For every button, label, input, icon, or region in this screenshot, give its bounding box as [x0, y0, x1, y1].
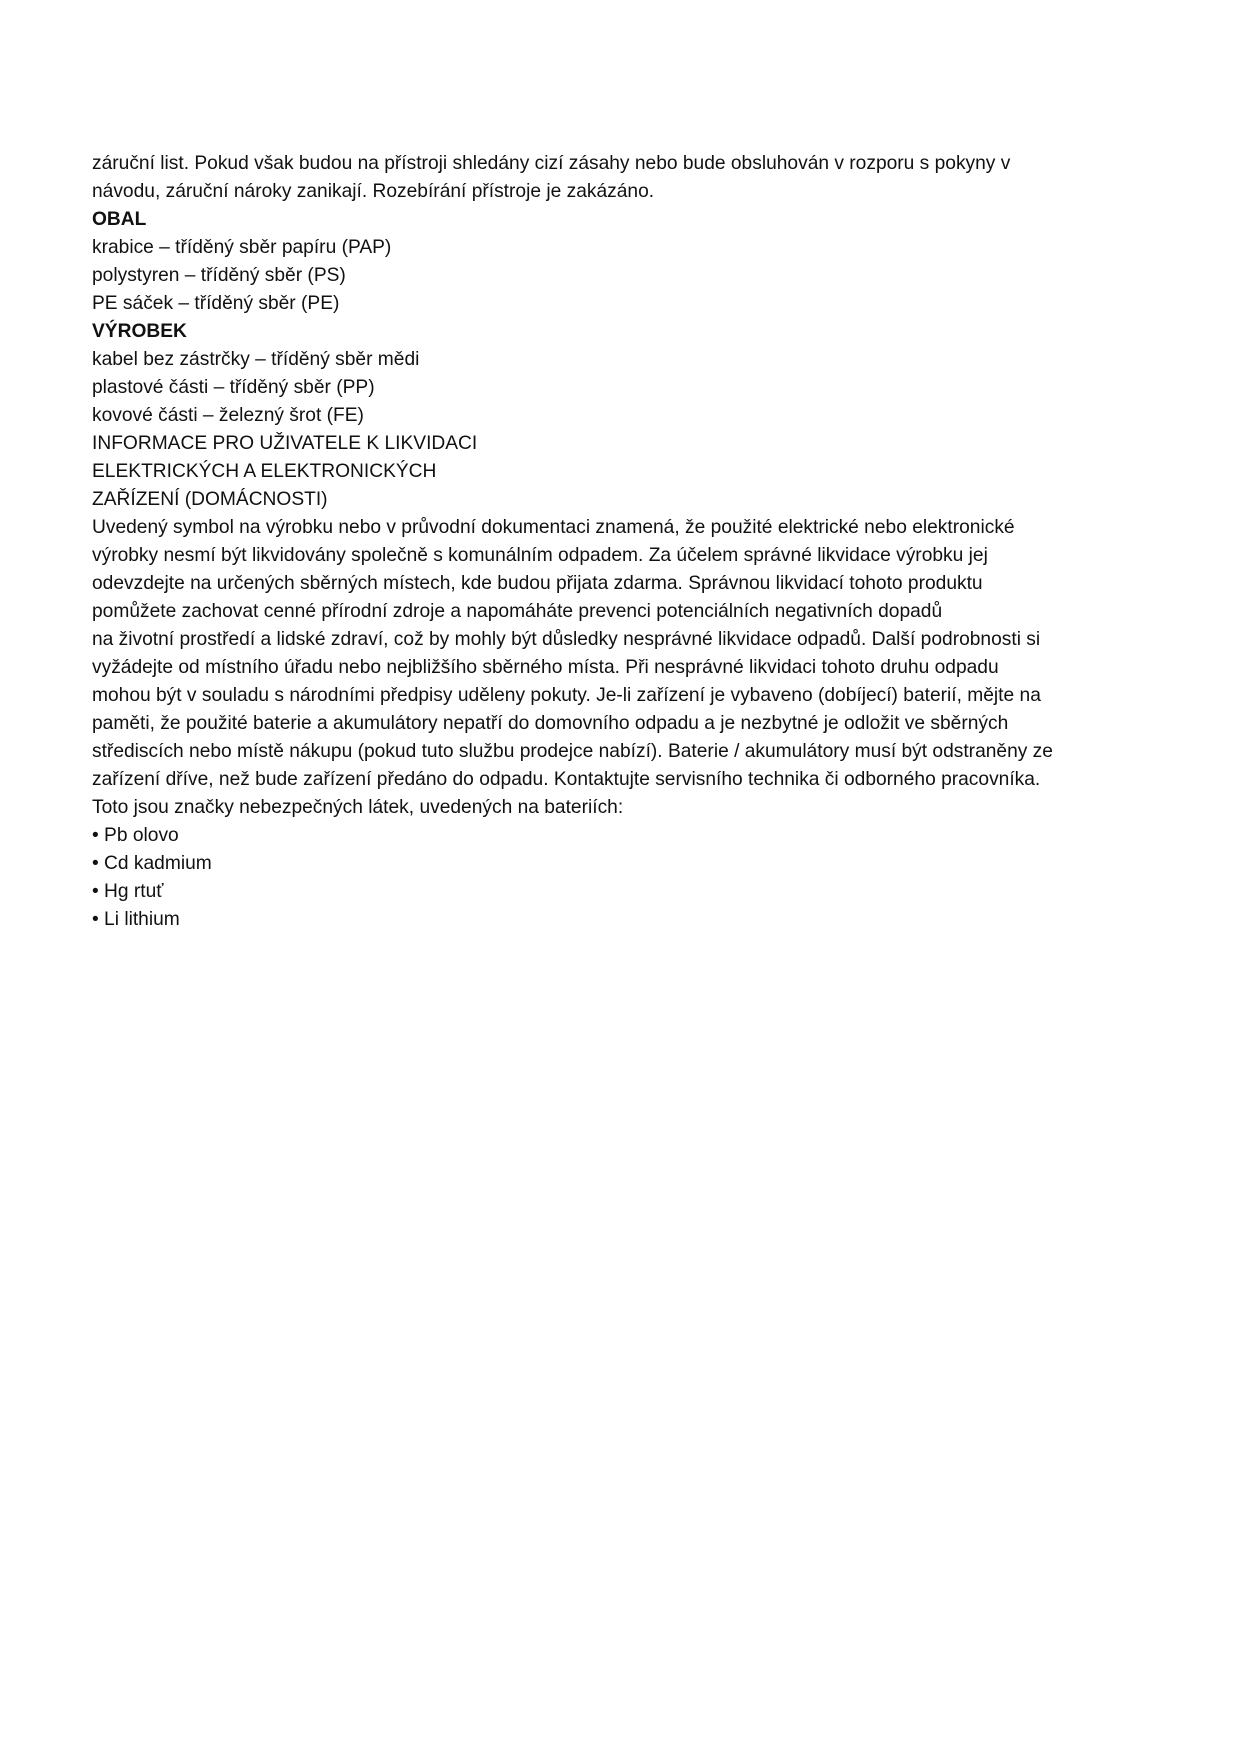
hazard-list-item: • Cd kadmium	[92, 853, 212, 874]
packaging-item: polystyren – tříděný sběr (PS)	[92, 265, 346, 286]
hazard-list-item: • Li lithium	[92, 909, 180, 930]
disposal-body-line: Toto jsou značky nebezpečných látek, uvedených na bateriích:	[92, 797, 624, 818]
disposal-body-line: zařízení dříve, než bude zařízení předáno do odpadu. Kontaktujte servisního technika či odborného pracovníka.	[92, 769, 1041, 790]
disposal-title-line: INFORMACE PRO UŽIVATELE K LIKVIDACI	[92, 433, 478, 454]
disposal-body-line: odevzdejte na určených sběrných místech, kde budou přijata zdarma. Správnou likvidací tohoto produktu	[92, 573, 983, 594]
hazard-list-item: • Hg rtuť	[92, 881, 164, 902]
disposal-body-line: paměti, že použité baterie a akumulátory nepatří do domovního odpadu a je nezbytné je odložit ve sběrných	[92, 713, 1009, 734]
packaging-item: krabice – tříděný sběr papíru (PAP)	[92, 237, 392, 258]
disposal-title-line: ELEKTRICKÝCH A ELEKTRONICKÝCH	[92, 461, 437, 482]
product-item: plastové části – tříděný sběr (PP)	[92, 377, 375, 398]
document-page	[92, 150, 1172, 934]
disposal-body-line: Uvedený symbol na výrobku nebo v průvodní dokumentaci znamená, že použité elektrické nebo elektronické	[92, 517, 1015, 538]
intro-line: záruční list. Pokud však budou na přístroji shledány cizí zásahy nebo bude obsluhován v rozporu s pokyny v	[92, 153, 1011, 174]
disposal-body-line: vyžádejte od místního úřadu nebo nejbližšího sběrného místa. Při nesprávné likvidaci tohoto druhu odpadu	[92, 657, 999, 678]
disposal-title-line: ZAŘÍZENÍ (DOMÁCNOSTI)	[92, 489, 328, 510]
packaging-item: PE sáček – tříděný sběr (PE)	[92, 293, 340, 314]
disposal-body-line: na životní prostředí a lidské zdraví, což by mohly být důsledky nesprávné likvidace odpadů. Další podrobnosti si	[92, 629, 1041, 650]
packaging-heading: OBAL	[92, 209, 147, 230]
hazard-list-item: • Pb olovo	[92, 825, 179, 846]
intro-line: návodu, záruční nároky zanikají. Rozebírání přístroje je zakázáno.	[92, 181, 655, 202]
disposal-body-line: střediscích nebo místě nákupu (pokud tuto službu prodejce nabízí). Baterie / akumulátory musí být odstraněny ze	[92, 741, 1053, 762]
product-heading: VÝROBEK	[92, 321, 187, 342]
disposal-body-line: mohou být v souladu s národními předpisy uděleny pokuty. Je-li zařízení je vybaveno (dobíjecí) baterií, mějte na	[92, 685, 1041, 706]
product-item: kovové části – železný šrot (FE)	[92, 405, 364, 426]
disposal-body-line: výrobky nesmí být likvidovány společně s komunálním odpadem. Za účelem správné likvidace výrobku jej	[92, 545, 988, 566]
product-item: kabel bez zástrčky – tříděný sběr mědi	[92, 349, 420, 370]
disposal-body-line: pomůžete zachovat cenné přírodní zdroje a napomáháte prevenci potenciálních negativních dopadů	[92, 601, 943, 622]
